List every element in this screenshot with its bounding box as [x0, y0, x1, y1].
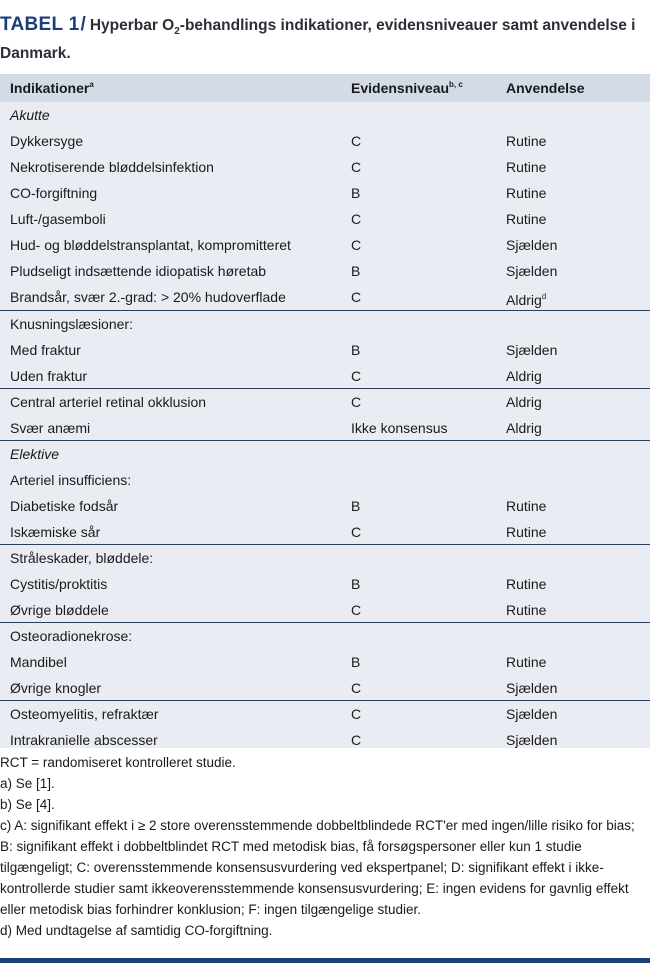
evidence-cell: B [351, 342, 361, 358]
table-title [0, 14, 640, 65]
usage-cell: Rutine [506, 524, 547, 540]
group-label-straaleskader: Stråleskader, bløddele: [10, 550, 154, 566]
indication-cell: Svær anæmi [10, 420, 91, 436]
table-row [0, 623, 650, 649]
table-row [0, 441, 650, 467]
evidence-cell: C [351, 159, 362, 175]
evidence-cell: C [351, 394, 362, 410]
table-row [0, 493, 650, 519]
table-caption [0, 17, 635, 62]
table-row [0, 701, 650, 727]
indication-cell: Øvrige knogler [10, 680, 102, 696]
footnote-d: d) Med undtagelse af samtidig CO-forgiftning. [0, 923, 273, 938]
bottom-rule [0, 958, 650, 963]
usage-cell: Rutine [506, 576, 547, 592]
evidence-cell: B [351, 654, 361, 670]
usage-cell: Rutine [506, 498, 547, 514]
usage-cell: Aldrig [506, 420, 542, 436]
usage-cell: Aldrig [506, 394, 542, 410]
indication-cell: Intrakranielle abscesser [10, 732, 158, 748]
evidence-cell: B [351, 263, 361, 279]
indication-cell: Uden fraktur [10, 368, 88, 384]
table-row [0, 258, 650, 284]
group-label-osteoradionekrose: Osteoradionekrose: [10, 628, 133, 644]
table-row [0, 571, 650, 597]
indications-table [0, 74, 650, 748]
usage-cell: Rutine [506, 602, 547, 618]
indication-cell: Iskæmiske sår [10, 524, 101, 540]
usage-footnote: d [541, 292, 547, 301]
usage-value: Aldrig [506, 292, 542, 308]
usage-cell: Sjælden [506, 732, 558, 748]
caption-part-2: -behandlings indikationer, evidensniveauer samt anvendelse i Danmark. [0, 17, 636, 63]
table-row [0, 467, 650, 493]
evidence-cell: B [351, 498, 361, 514]
usage-cell: Sjælden [506, 680, 558, 696]
evidence-cell: C [351, 133, 362, 149]
evidence-cell: C [351, 680, 362, 696]
indication-cell: Luft-/gasemboli [10, 211, 106, 227]
section-label-elektive: Elektive [10, 446, 60, 462]
footnote-c: c) A: signifikant effekt i ≥ 2 store overensstemmende dobbeltblindede RCT'er med ingen/lille risiko for bias; B: signifikant effekt i dobbeltblindet RCT med metodisk bias, få forsøgspersoner eller kun 1 studie tilgængeligt; C: overensstemmende konsensusvurdering ved ekspertpanel; D: signifikant effekt i ikke-kontrollerde studier samt ikkeoverensstemmende konsensusvurdering; E: ingen evidens for gavnlig effekt eller metodisk bias forhindrer konklusion; F: ingen tilgængelige studier. [0, 818, 635, 917]
footnote-b: b) Se [4]. [0, 797, 55, 812]
usage-cell [506, 284, 546, 313]
indication-cell: Osteomyelitis, refraktær [10, 706, 159, 722]
table-row [0, 284, 650, 310]
usage-cell: Rutine [506, 211, 547, 227]
table-row [0, 675, 650, 701]
evidence-cell: C [351, 524, 362, 540]
evidence-cell: Ikke konsensus [351, 420, 448, 436]
table-row [0, 545, 650, 571]
caption-part-1: Hyperbar O [89, 17, 175, 34]
indication-cell: Diabetiske fodsår [10, 498, 119, 514]
table-row [0, 363, 650, 389]
evidence-cell: C [351, 706, 362, 722]
footnote-a: a) Se [1]. [0, 776, 55, 791]
indication-cell: Øvrige bløddele [10, 602, 109, 618]
usage-cell: Rutine [506, 185, 547, 201]
usage-cell: Sjælden [506, 237, 558, 253]
header-indikationer-footnote: a [89, 80, 94, 89]
evidence-cell: B [351, 185, 361, 201]
usage-cell: Sjælden [506, 342, 558, 358]
table-number: TABEL 1 [0, 14, 80, 35]
table-row [0, 727, 650, 753]
footnote-rct: RCT = randomiseret kontrolleret studie. [0, 755, 236, 770]
header-evidensniveau-label: Evidensniveau [351, 80, 450, 96]
indication-cell: Hud- og bløddelstransplantat, kompromitteret [10, 237, 291, 253]
title-slash: / [80, 14, 86, 35]
header-anvendelse-label: Anvendelse [506, 80, 585, 96]
indication-cell: Pludseligt indsættende idiopatisk høretab [10, 263, 267, 279]
table-row [0, 154, 650, 180]
group-label-arteriel-insufficiens: Arteriel insufficiens: [10, 472, 132, 488]
table-row [0, 206, 650, 232]
indication-cell: Cystitis/proktitis [10, 576, 108, 592]
table-row [0, 102, 650, 128]
section-label-akutte: Akutte [10, 107, 50, 123]
usage-cell: Sjælden [506, 706, 558, 722]
header-indikationer-label: Indikationer [10, 80, 90, 96]
indication-cell: Nekrotiserende bløddelsinfektion [10, 159, 214, 175]
indication-cell: Dykkersyge [10, 133, 84, 149]
usage-cell: Rutine [506, 654, 547, 670]
usage-cell: Rutine [506, 133, 547, 149]
table-row [0, 311, 650, 337]
usage-cell: Rutine [506, 159, 547, 175]
table-row [0, 519, 650, 545]
indication-cell: Brandsår, svær 2.-grad: > 20% hudoverflade [10, 289, 286, 305]
header-evidensniveau [351, 80, 463, 96]
group-label-knusningslaesioner: Knusningslæsioner: [10, 316, 133, 332]
indication-cell: Central arteriel retinal okklusion [10, 394, 207, 410]
caption-subscript: 2 [174, 26, 180, 38]
usage-cell: Sjælden [506, 263, 558, 279]
evidence-cell: C [351, 732, 362, 748]
usage-cell: Aldrig [506, 368, 542, 384]
header-evidensniveau-footnote: b, c [449, 80, 463, 89]
indication-cell: Mandibel [10, 654, 67, 670]
evidence-cell: C [351, 602, 362, 618]
table-row [0, 597, 650, 623]
indication-cell: CO-forgiftning [10, 185, 98, 201]
evidence-cell: C [351, 237, 362, 253]
table-header-row [0, 74, 650, 102]
header-anvendelse [506, 80, 585, 96]
evidence-cell: C [351, 289, 362, 305]
evidence-cell: C [351, 211, 362, 227]
table-footnotes [0, 752, 645, 941]
table-row [0, 232, 650, 258]
table-row [0, 389, 650, 415]
table-row [0, 415, 650, 441]
evidence-cell: C [351, 368, 362, 384]
indication-cell: Med fraktur [10, 342, 81, 358]
table-row [0, 337, 650, 363]
table-row [0, 180, 650, 206]
evidence-cell: B [351, 576, 361, 592]
table-row [0, 128, 650, 154]
table-row [0, 649, 650, 675]
header-indikationer [10, 80, 94, 96]
